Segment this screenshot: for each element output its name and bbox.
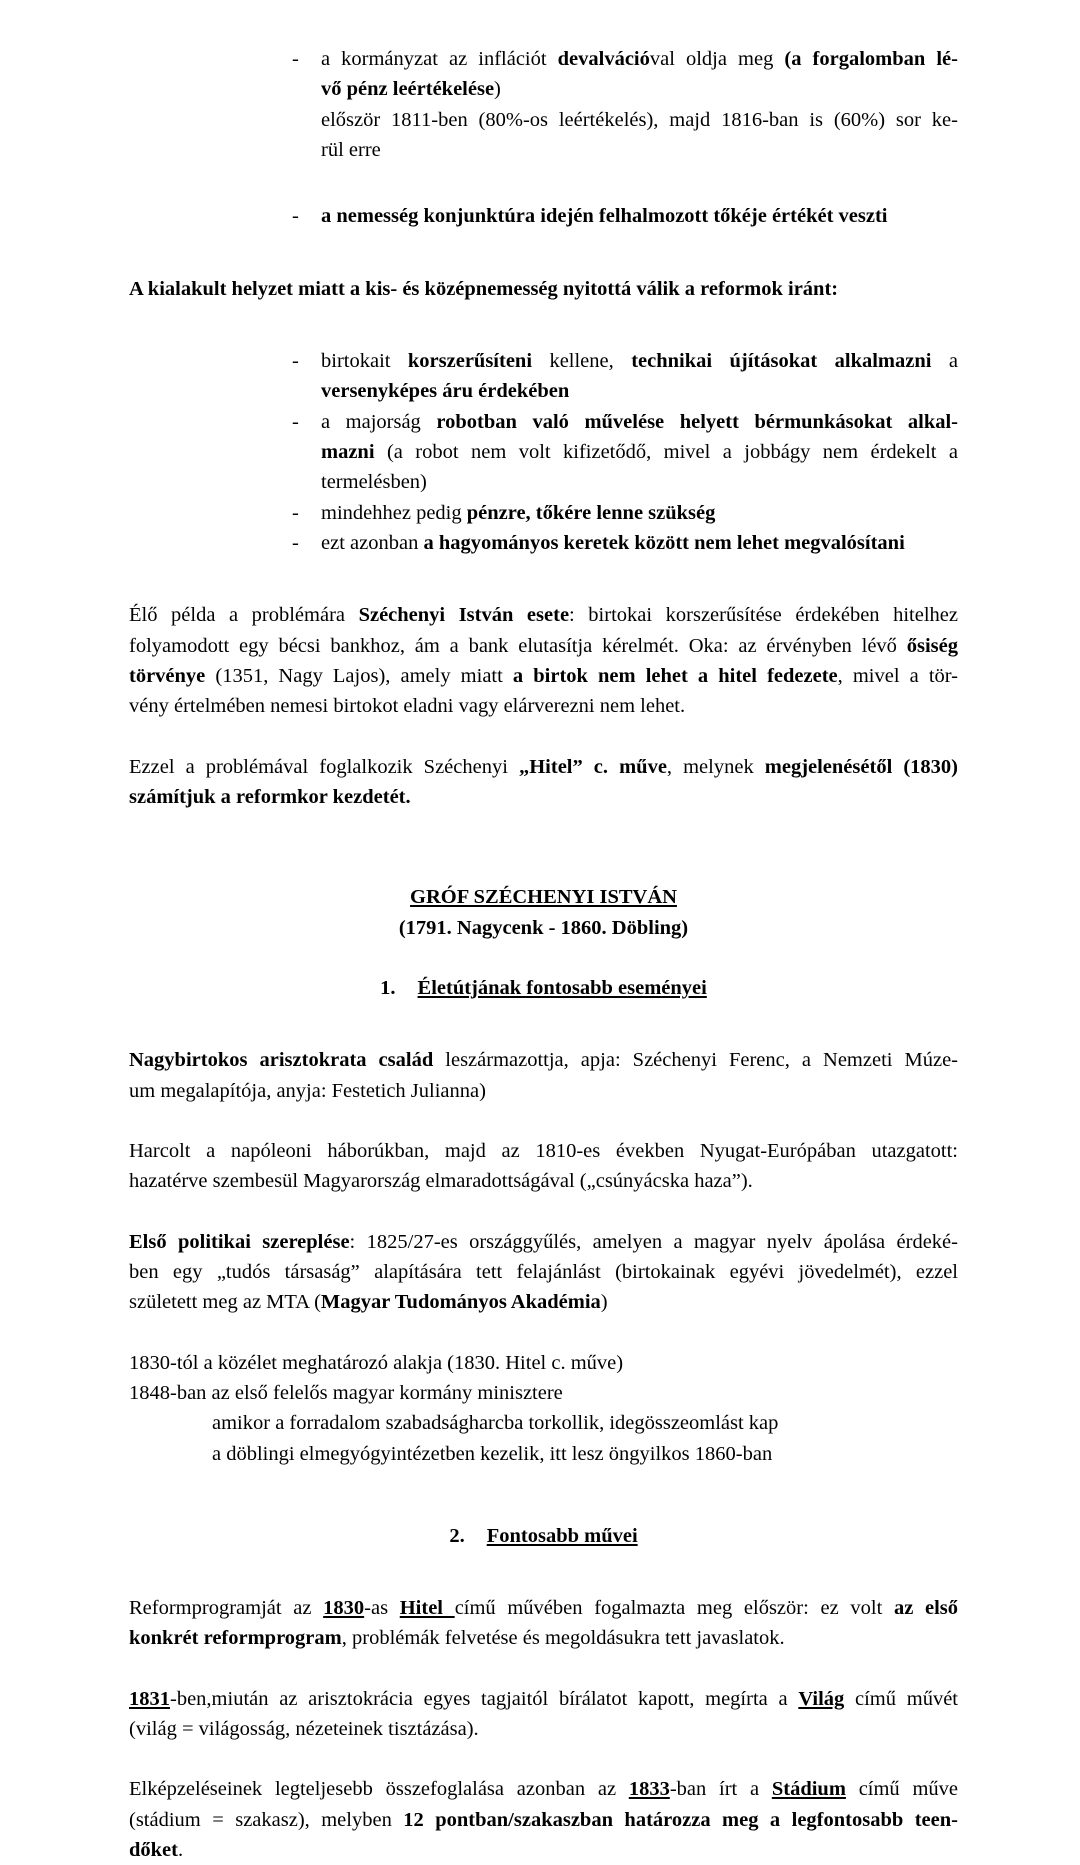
bold-text-run: „Hitel” c. műve — [518, 755, 667, 778]
bullet-line — [321, 498, 958, 528]
paragraph-line — [129, 1774, 958, 1804]
heading-reform: A kialakult helyzet miatt a kis- és középnemesség nyitottá válik a reformok iránt: — [129, 277, 839, 300]
paragraph-line: vény értelmében nemesi birtokot eladni vagy elárverezni nem lehet. — [129, 695, 686, 718]
list-item — [292, 407, 958, 498]
spacer — [129, 1469, 958, 1511]
paragraph-hitel-intro — [129, 752, 958, 813]
text-run: Ezzel a problémával foglalkozik Széchenyi — [129, 755, 519, 778]
bold-text-run: 12 pontban/szakaszban határozza meg a legfontosabb teen- — [403, 1808, 958, 1831]
text-run: , mivel a tör- — [837, 664, 959, 687]
section-1-heading — [129, 973, 958, 1003]
bullet-bold-text: at alkalmazni — [800, 349, 932, 372]
paragraph-first-political-role — [129, 1227, 958, 1318]
paragraph-line — [129, 1593, 958, 1623]
paragraph-line — [129, 600, 958, 630]
paragraph-line: um megalapítója, anyja: Festetich Julianna) — [129, 1079, 486, 1102]
paragraph-line — [129, 1835, 958, 1865]
bold-text-run: a birtok nem lehet a hitel fedezete — [512, 664, 838, 687]
bullet-bold-text: vő pénz leértékelése — [321, 78, 495, 101]
section-title: Fontosabb művei — [486, 1524, 638, 1547]
intro-bullet-list — [292, 44, 958, 232]
text-run: leszármazottja, apja: Széchenyi Ferenc, a Nemzeti Múze- — [433, 1049, 958, 1072]
bullet-line — [321, 407, 958, 437]
spacer — [129, 1654, 958, 1684]
paragraph-work-stadium — [129, 1774, 958, 1865]
text-run: -as — [364, 1597, 400, 1620]
bullet-bold-text: versenyképes áru érdekében — [321, 380, 570, 403]
timeline-line: 1830-tól a közélet meghatározó alakja (1830. Hitel c. műve) — [129, 1351, 624, 1374]
bold-text-run: megjelenésétől (1830) — [764, 755, 958, 778]
text-run: , melynek — [666, 755, 765, 778]
text-run: (1351, Nagy Lajos), amely miatt — [205, 664, 513, 687]
bullet-bold-text: korszerűsíteni — [407, 349, 533, 372]
text-run: : birtokai korszerűsítése érdekében hitelhez — [569, 604, 958, 627]
bullet-bold-text: (a forgalomban lé- — [784, 48, 958, 70]
paragraph-line — [129, 1805, 958, 1835]
paragraph-line: Harcolt a napóleoni háborúkban, majd az 1810-es években Nyugat-Európában utazgatott: — [129, 1139, 958, 1162]
bold-text-run: Széchenyi István esete — [358, 604, 570, 627]
text-run: : 1825/27-es országgyűlés, amelyen a magyar nyelv ápolása érdeké- — [349, 1230, 958, 1253]
bullet-bold-text: a nemesség konjunktúra idején felhalmozott tőkéje értékét veszti — [321, 205, 888, 228]
document-body — [129, 44, 958, 1865]
paragraph-line — [129, 1623, 958, 1653]
paragraph-family — [129, 1045, 958, 1106]
bullet-text: a kormányzat az inflációt — [321, 48, 558, 70]
bullet-text: ezt azonban — [321, 531, 424, 554]
bold-underline-run: Világ — [798, 1687, 845, 1710]
paragraph-line — [129, 1227, 958, 1257]
text-run: született meg az MTA ( — [129, 1291, 321, 1314]
list-item — [292, 528, 958, 558]
bold-text-run: dőket — [129, 1839, 178, 1862]
bullet-bold-text: devalváció — [557, 48, 650, 70]
text-run: Elképzeléseinek legteljesebb összefoglalása azonban az — [129, 1778, 629, 1801]
paragraph-line: (világ = világosság, nézeteinek tisztázása). — [129, 1718, 479, 1741]
bold-text-run: számítjuk a reformkor kezdetét. — [129, 785, 411, 808]
bullet-text: mindehhez pedig — [321, 501, 467, 524]
paragraph-line — [129, 752, 958, 782]
bold-underline-run: 1830 — [323, 1597, 365, 1620]
section-2-heading — [129, 1521, 958, 1551]
paragraph-line: hazatérve szembesül Magyarország elmaradottságával („csúnyácska haza”). — [129, 1170, 753, 1193]
timeline-line: 1848-ban az első felelős magyar kormány minisztere — [129, 1381, 563, 1404]
section-number: 1. — [380, 976, 396, 999]
paragraph-work-hitel — [129, 1593, 958, 1654]
text-run: , problémák felvetése és megoldásukra tett javaslatok. — [341, 1627, 785, 1650]
section-number: 2. — [449, 1524, 465, 1547]
text-run: -ban írt a — [669, 1778, 772, 1801]
bullet-bold-text: pénzre, tőkére lenne szükség — [466, 501, 716, 524]
bold-underline-run: 1833 — [628, 1778, 670, 1801]
text-run: -ben,miután az arisztokrácia egyes tagjaitól bírálatot kapott, megírta a — [170, 1687, 799, 1710]
bullet-line: termelésben) — [321, 471, 427, 494]
spacer — [129, 1106, 958, 1136]
spacer — [129, 943, 958, 973]
text-run: Élő példa a problémára — [129, 604, 359, 627]
bold-text-run: ősiség — [906, 634, 958, 657]
bold-underline-run: Stádium — [771, 1778, 846, 1801]
bullet-line — [321, 346, 958, 376]
paragraph-line — [129, 1287, 958, 1317]
paragraph-line — [129, 1684, 958, 1714]
paragraph-szechenyi-case — [129, 600, 958, 721]
bullet-line — [321, 528, 958, 558]
bullet-text: val oldja meg — [649, 48, 785, 70]
bullet-line — [321, 437, 958, 467]
paragraph-napoleon — [129, 1136, 958, 1197]
bullet-line — [321, 376, 958, 406]
text-run: . — [177, 1839, 184, 1862]
list-item — [292, 201, 958, 231]
bullet-text: ) — [494, 78, 501, 101]
bold-underline-run: 1831 — [129, 1687, 170, 1710]
bold-text-run: az első — [893, 1597, 959, 1620]
paragraph-line — [129, 1045, 958, 1075]
bullet-text: a — [931, 349, 958, 372]
bullet-text: kellene, — [532, 349, 632, 372]
text-run: Reformprogramját az — [129, 1597, 324, 1620]
timeline-subline: amikor a forradalom szabadságharcba torkollik, idegösszeomlást kap — [212, 1412, 779, 1435]
bold-text-run: Magyar Tudományos Akadémia — [320, 1291, 601, 1314]
bullet-bold-text: robotban való művelése helyett bérmunkásokat alkal- — [436, 410, 958, 433]
spacer — [129, 304, 958, 346]
bullet-text: a majorság — [321, 410, 437, 433]
bullet-bold-text: technikai újítások — [631, 349, 801, 372]
text-run: ) — [600, 1291, 608, 1314]
list-item — [292, 44, 958, 165]
section-title: Életútjának fontosabb eseményei — [417, 976, 707, 999]
list-item — [292, 498, 958, 528]
spacer — [129, 1318, 958, 1348]
spacer — [129, 812, 958, 868]
text-run: című művében fogalmazta meg először: ez volt — [454, 1597, 894, 1620]
spacer — [129, 722, 958, 752]
bullet-bold-text: a hagyományos keretek között nem lehet megvalósítani — [423, 531, 905, 554]
bold-text-run: törvénye — [129, 664, 206, 687]
list-item — [292, 346, 958, 407]
paragraph-line: ben egy „tudós társaság” alapítására tett felajánlást (birtokainak egyévi jövedelmét), ezzel — [129, 1260, 958, 1283]
bullet-bold-text: mazni — [321, 440, 375, 463]
spacer — [129, 232, 958, 274]
text-run: című művét — [844, 1687, 958, 1710]
page-subtitle: (1791. Nagycenk - 1860. Döbling) — [398, 916, 689, 939]
spacer — [129, 1197, 958, 1227]
bullet-line: először 1811-ben (80%-os leértékelés), majd 1816-ban is (60%) sor ke- — [321, 108, 958, 131]
text-run: című műve — [845, 1778, 958, 1801]
spacer — [129, 1744, 958, 1774]
bullet-line — [321, 44, 958, 74]
bullet-text: birtokait — [321, 349, 408, 372]
bold-text-run: konkrét reformprogram — [129, 1627, 342, 1650]
spacer — [129, 1003, 958, 1045]
bold-underline-run: Hitel — [399, 1597, 455, 1620]
spacer — [129, 558, 958, 600]
bullet-text: (a robot nem volt kifizetődő, mivel a jobbágy nem érdekelt a — [374, 440, 958, 463]
bold-text-run: Első politikai szereplése — [129, 1230, 350, 1253]
paragraph-work-vilag — [129, 1684, 958, 1745]
page-title — [129, 882, 958, 912]
bold-text-run: Nagybirtokos arisztokrata család — [129, 1049, 434, 1072]
paragraph-line — [129, 782, 958, 812]
spacer — [129, 1551, 958, 1593]
paragraph-line — [129, 631, 958, 661]
reform-bullet-list — [292, 346, 958, 558]
timeline-subline: a döblingi elmegyógyintézetben kezelik, itt lesz öngyilkos 1860-ban — [212, 1442, 773, 1465]
text-run: (stádium = szakasz), melyben — [129, 1808, 404, 1831]
spacer — [129, 868, 958, 882]
bullet-line: rül erre — [321, 138, 381, 161]
text-run: folyamodott egy bécsi bankhoz, ám a bank elutasítja kérelmét. Oka: az érvényben lévő — [129, 634, 907, 657]
spacer — [129, 1511, 958, 1521]
page-title-text: GRÓF SZÉCHENYI ISTVÁN — [410, 886, 677, 909]
paragraph-line — [129, 661, 958, 691]
bullet-line — [321, 74, 958, 104]
